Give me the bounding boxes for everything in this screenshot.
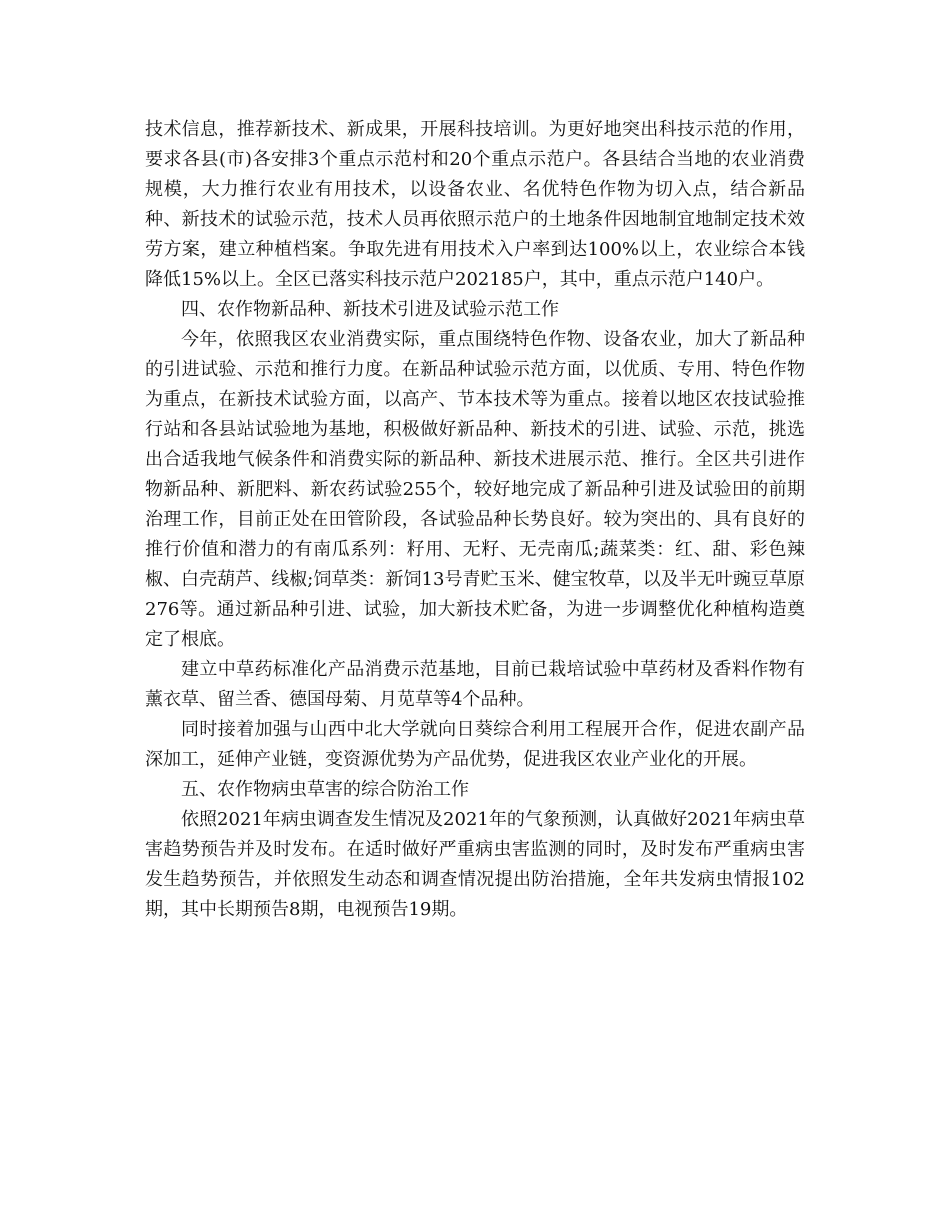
document-page	[145, 115, 805, 925]
section-heading-pest-control: 五、农作物病虫草害的综合防治工作	[181, 779, 469, 800]
section-heading-new-varieties: 四、农作物新品种、新技术引进及试验示范工作	[181, 299, 559, 320]
paragraph-pest-forecast: 依照2021年病虫调查发生情况及2021年的气象预测，认真做好2021年病虫草害趋势预告并及时发布。在适时做好严重病虫害监测的同时，及时发布严重病虫害发生趋势预告，并依照发生动态和调查情况提出防治措施，全年共发病虫情报102期，其中长期预告8期，电视预告19期。	[145, 809, 805, 920]
paragraph-university-cooperation: 同时接着加强与山西中北大学就向日葵综合利用工程展开合作，促进农副产品深加工，延伸产业链，变资源优势为产品优势，促进我区农业产业化的开展。	[145, 719, 805, 770]
paragraph-variety-trials: 今年，依照我区农业消费实际，重点围绕特色作物、设备农业，加大了新品种的引进试验、示范和推行力度。在新品种试验示范方面，以优质、专用、特色作物为重点，在新技术试验方面，以高产、节本技术等为重点。接着以地区农技试验推行站和各县站试验地为基地，积极做好新品种、新技术的引进、试验、示范，挑选出合适我地气候条件和消费实际的新品种、新技术进展示范、推行。全区共引进作物新品种、新肥料、新农药试验255个，较好地完成了新品种引进及试验田的前期治理工作，目前正处在田管阶段，各试验品种长势良好。较为突出的、具有良好的推行价值和潜力的有南瓜系列：籽用、无籽、无壳南瓜;蔬菜类：红、甜、彩色辣椒、白壳葫芦、线椒;饲草类：新饲13号青贮玉米、健宝牧草，以及半无叶豌豆草原276等。通过新品种引进、试验，加大新技术贮备，为进一步调整优化种植构造奠定了根底。	[145, 329, 805, 650]
paragraph-herbal-base: 建立中草药标准化产品消费示范基地，目前已栽培试验中草药材及香料作物有薰衣草、留兰香、德国母菊、月苋草等4个品种。	[145, 659, 805, 710]
paragraph-tech-demo-households: 技术信息，推荐新技术、新成果，开展科技培训。为更好地突出科技示范的作用，要求各县(市)各安排3个重点示范村和20个重点示范户。各县结合当地的农业消费规模，大力推行农业有用技术，以设备农业、名优特色作物为切入点，结合新品种、新技术的试验示范，技术人员再依照示范户的土地条件因地制宜地制定技术效劳方案，建立种植档案。争取先进有用技术入户率到达100%以上，农业综合本钱降低15%以上。全区已落实科技示范户202185户，其中，重点示范户140户。	[145, 119, 805, 290]
